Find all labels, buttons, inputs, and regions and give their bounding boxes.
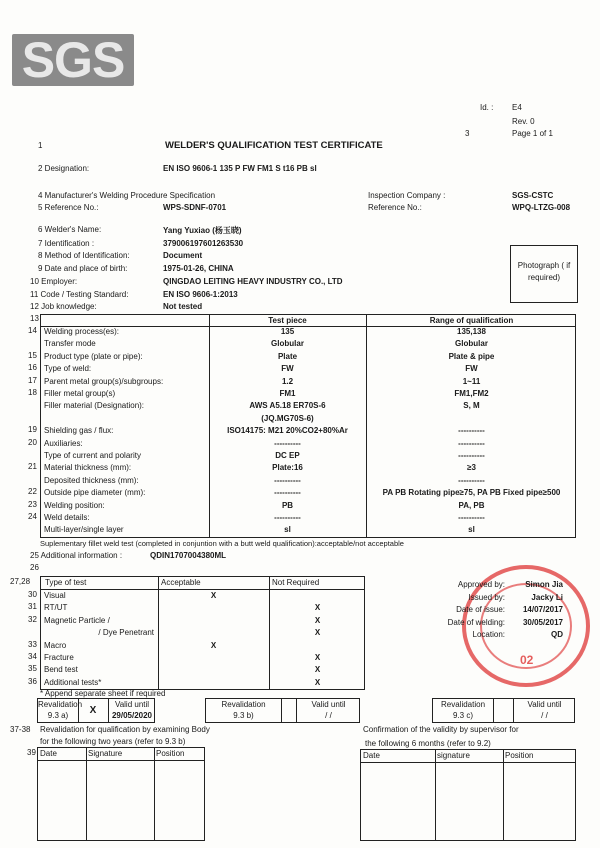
row-label: Type of weld: — [44, 364, 92, 374]
range-value: ---------- — [458, 475, 485, 485]
row-number: 35 — [28, 664, 37, 674]
row-label: Welding position: — [44, 500, 105, 510]
field-number-39: 39 — [27, 748, 36, 757]
revalidation-clause: 9.3 c) — [452, 711, 473, 720]
test-piece-value: 1.2 — [281, 376, 294, 386]
valid-until-label: Valid until — [527, 700, 562, 709]
revalidation-box — [37, 698, 155, 723]
range-value: sl — [468, 525, 475, 535]
row-label: Shielding gas / flux: — [44, 426, 114, 436]
approval-label: Issued by: — [468, 592, 505, 602]
test-piece-value: Globular — [271, 339, 304, 349]
test-type: Magnetic Particle / — [44, 615, 110, 625]
field-value: Yang Yuxiao (杨玉晓) — [163, 226, 242, 235]
acceptable-mark: X — [210, 640, 217, 650]
signature-header: signature — [437, 751, 470, 760]
row-label: Outside pipe diameter (mm): — [44, 488, 146, 498]
test-piece-value: 135 — [280, 327, 295, 336]
approval-value: 14/07/2017 — [522, 605, 563, 614]
field-label: 7 Identification : — [38, 239, 95, 248]
range-value: ---------- — [458, 438, 485, 448]
photograph-box: Photograph ( if required) — [510, 245, 578, 303]
header-not-required: Not Required — [272, 578, 320, 587]
supervisor-line1: Confirmation of the validity by supervisor for — [363, 725, 519, 734]
inspection-ref-label: Reference No.: — [368, 203, 422, 212]
range-value: PA PB Rotating pipe≥75, PA PB Fixed pipe≥500 — [382, 488, 561, 498]
divider — [361, 762, 575, 763]
row-number: 30 — [28, 590, 37, 599]
not-required-mark: X — [314, 603, 321, 613]
field-label: 4 Manufacturer's Welding Procedure Specification — [38, 191, 216, 200]
row-number: 34 — [28, 652, 37, 661]
row-label: Transfer mode — [44, 339, 96, 349]
divider — [493, 699, 494, 722]
header-number: 27,28 — [10, 577, 31, 586]
row-label: Auxiliaries: — [44, 438, 83, 448]
test-type: Additional tests* — [44, 677, 102, 687]
row-label: Welding process(es): — [44, 327, 119, 336]
not-required-mark: X — [314, 628, 321, 638]
revalidation-label: Revalidation — [221, 700, 266, 709]
inspection-ref: WPQ-LTZG-008 — [512, 203, 571, 212]
field-value: EN ISO 9606-1 135 P FW FM1 S t16 PB sl — [163, 164, 317, 173]
id-label: Id. : — [480, 103, 494, 112]
row-label: Deposited thickness (mm): — [44, 475, 139, 485]
header-acceptable: Acceptable — [161, 578, 201, 587]
signature-header: Signature — [88, 749, 123, 758]
test-piece-value: FW — [281, 364, 294, 374]
row-label: Filler metal group(s) — [44, 389, 116, 398]
header-test-piece: Test piece — [268, 316, 307, 325]
valid-until-label: Valid until — [114, 700, 150, 709]
revalidation-box — [205, 698, 360, 723]
test-piece-value: PB — [281, 500, 294, 510]
test-type: Macro — [44, 640, 67, 650]
approval-label: Location: — [472, 630, 505, 639]
supplementary-note: Suplementary fillet weld test (completed in conjuntion with a butt weld qualification):acceptable/not acceptable — [40, 539, 404, 548]
signature-header: Date — [363, 751, 380, 760]
range-value: ---------- — [458, 426, 485, 436]
row-number: 15 — [28, 350, 37, 360]
inspection-company: SGS-CSTC — [512, 191, 554, 200]
field-label: 12 Job knowledge: — [30, 302, 97, 311]
field-value: QINGDAO LEITING HEAVY INDUSTRY CO., LTD — [163, 277, 343, 286]
field-label: 6 Welder's Name: — [38, 225, 102, 234]
row-label: Multi-layer/single layer — [44, 525, 124, 535]
row-label: Weld details: — [44, 513, 90, 522]
append-note: * Append separate sheet if required — [40, 689, 166, 698]
acceptable-mark: X — [210, 591, 217, 600]
row-number: 33 — [28, 639, 37, 649]
approval-label: Date of issue: — [456, 605, 505, 614]
signature-header: Position — [156, 749, 185, 758]
field-label: 11 Code / Testing Standard: — [30, 290, 129, 299]
additional-info-label: 25 Additional information : — [30, 551, 123, 560]
field-label: 2 Designation: — [38, 164, 90, 173]
field-value: EN ISO 9606-1:2013 — [163, 290, 238, 299]
range-value: FM1,FM2 — [454, 389, 489, 398]
test-piece-value: FM1 — [279, 389, 296, 398]
approval-value: 30/05/2017 — [522, 617, 563, 627]
field-value: WPS-SDNF-0701 — [163, 203, 227, 212]
test-piece-value: (JQ.MG70S-6) — [261, 413, 314, 423]
supervisor-line2: the following 6 months (refer to 9.2) — [365, 739, 491, 748]
row-label: Parent metal group(s)/subgroups: — [44, 376, 164, 386]
revalidation-label: Revalidation — [440, 700, 486, 709]
supervisor-signature-table — [360, 749, 576, 841]
sgs-logo: SGS — [12, 34, 134, 86]
row-number: 20 — [28, 437, 37, 447]
range-value: 135,138 — [457, 327, 486, 336]
row-number: 19 — [28, 425, 37, 435]
row-number: 31 — [28, 602, 37, 612]
revision: Rev. 0 — [512, 117, 535, 126]
field-label: 5 Reference No.: — [38, 203, 99, 212]
divider — [38, 760, 204, 761]
revalidation-mark: X — [89, 705, 97, 716]
examining-line1: Revalidation for qualification by examining Body — [40, 725, 210, 734]
valid-until-value: / / — [541, 711, 548, 720]
approval-value: QD — [551, 630, 563, 639]
signature-header: Position — [505, 751, 534, 760]
field-number-1: 1 — [38, 141, 43, 150]
field-value: Document — [163, 251, 203, 260]
test-piece-value: Plate — [277, 351, 298, 361]
row-number: 22 — [28, 487, 37, 497]
row-label: Product type (plate or pipe): — [44, 351, 143, 361]
approval-label: Approved by: — [457, 580, 505, 589]
revalidation-box — [432, 698, 575, 723]
row-number: 32 — [28, 614, 37, 624]
approval-label: Date of welding: — [447, 617, 505, 627]
not-required-mark: X — [314, 653, 321, 662]
field-label: 8 Method of Identification: — [38, 251, 130, 260]
range-value: S, M — [463, 401, 480, 411]
test-piece-value: AWS A5.18 ER70S-6 — [249, 401, 326, 411]
examining-line2: for the following two years (refer to 9.3 b) — [40, 737, 186, 746]
row-number: 36 — [28, 676, 37, 686]
test-type: Visual — [44, 591, 66, 600]
range-value: Globular — [455, 339, 488, 349]
row-number: 21 — [28, 462, 37, 472]
row-number: 24 — [28, 512, 37, 521]
test-type: / Dye Penetrant — [98, 628, 154, 638]
test-piece-value: ---------- — [274, 488, 301, 498]
stamp-number: 02 — [520, 653, 534, 667]
row-number: 18 — [28, 388, 37, 397]
revalidation-label: Revalidation — [38, 700, 83, 709]
range-value: ---------- — [458, 451, 485, 460]
field-number-3: 3 — [465, 129, 470, 138]
range-value: Plate & pipe — [448, 351, 495, 361]
divider — [503, 750, 504, 840]
divider — [435, 750, 436, 840]
row-number: 17 — [28, 375, 37, 385]
test-piece-value: Plate:16 — [272, 463, 303, 473]
inspection-company-label: Inspection Company : — [368, 191, 446, 200]
revalidation-clause: 9.3 a) — [47, 711, 69, 720]
row-label: Filler material (Designation): — [44, 401, 145, 411]
header-range: Range of qualification — [429, 316, 514, 325]
range-value: PA, PB — [458, 500, 485, 510]
id-value: E4 — [512, 103, 522, 112]
field-value: Not tested — [163, 302, 203, 311]
field-value: 379006197601263530 — [163, 239, 244, 248]
header-type: Type of test — [45, 578, 87, 587]
row-number: 16 — [28, 363, 37, 373]
test-piece-value: ISO14175: M21 20%CO2+80%Ar — [227, 426, 348, 436]
field-label: 9 Date and place of birth: — [38, 264, 128, 273]
divider — [281, 699, 282, 722]
test-type: RT/UT — [44, 603, 68, 613]
field-number-26: 26 — [30, 563, 39, 572]
additional-info-value: QDIN1707004380ML — [150, 551, 227, 560]
test-type: Fracture — [44, 653, 74, 662]
row-number: 14 — [28, 326, 37, 335]
divider — [86, 748, 87, 840]
range-value: ---------- — [458, 513, 485, 522]
test-piece-value: DC EP — [275, 451, 300, 460]
divider — [154, 748, 155, 840]
page-indicator: Page 1 of 1 — [512, 129, 553, 138]
revalidation-clause: 9.3 b) — [233, 711, 254, 720]
signature-header: Date — [40, 749, 57, 758]
range-value: FW — [465, 364, 478, 374]
page-title: WELDER'S QUALIFICATION TEST CERTIFICATE — [165, 140, 383, 151]
not-required-mark: X — [314, 615, 321, 625]
valid-until-value: 29/05/2020 — [111, 711, 153, 720]
range-value: ≥3 — [467, 463, 476, 473]
test-type: Bend test — [44, 665, 78, 675]
test-piece-value: ---------- — [274, 438, 301, 448]
field-label: 13 — [30, 314, 39, 323]
row-label: Material thickness (mm): — [44, 463, 132, 473]
approval-value: Simon Jia — [525, 580, 563, 589]
row-label: Type of current and polarity — [44, 451, 141, 460]
field-label: 10 Employer: — [30, 277, 78, 286]
field-value: 1975-01-26, CHINA — [163, 264, 234, 273]
test-piece-value: ---------- — [274, 513, 301, 522]
examining-signature-table — [37, 747, 205, 841]
test-piece-value: ---------- — [274, 475, 301, 485]
approval-value: Jacky Li — [531, 592, 563, 602]
examining-number: 37-38 — [10, 725, 31, 734]
range-value: 1~11 — [462, 376, 481, 386]
valid-until-label: Valid until — [311, 700, 346, 709]
not-required-mark: X — [314, 665, 321, 675]
not-required-mark: X — [314, 677, 321, 687]
qualification-table — [40, 314, 576, 538]
test-table — [40, 576, 365, 690]
row-number: 23 — [28, 499, 37, 509]
test-piece-value: sl — [284, 525, 291, 535]
valid-until-value: / / — [325, 711, 332, 720]
